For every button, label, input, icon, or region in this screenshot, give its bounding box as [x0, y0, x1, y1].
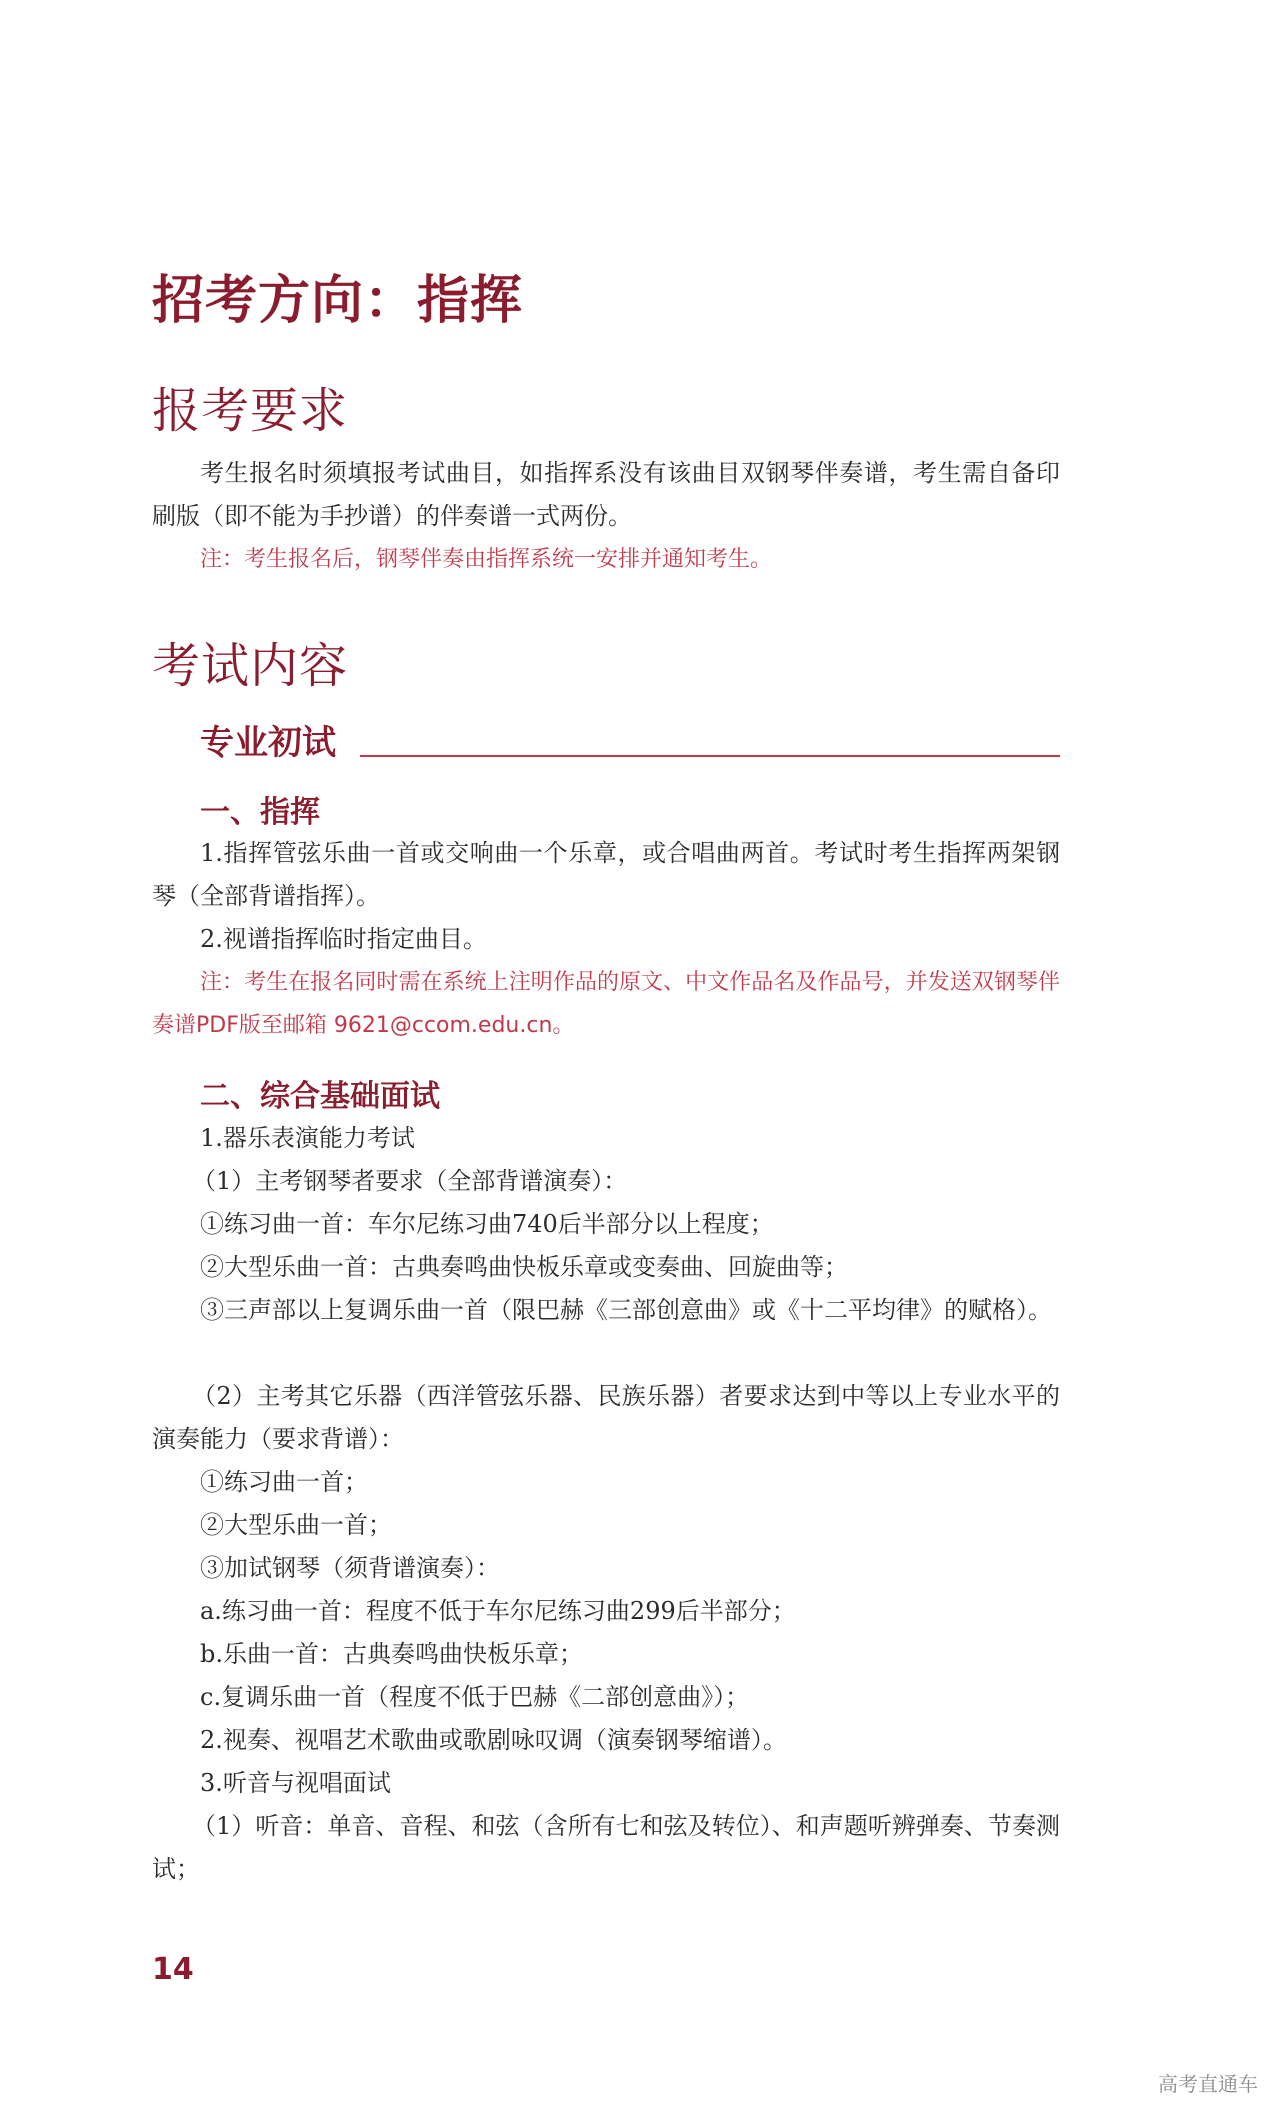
part2-line: （1）主考钢琴者要求（全部背谱演奏）：: [192, 1167, 628, 1195]
part2-line: ②大型乐曲一首：古典奏鸣曲快板乐章或变奏曲、回旋曲等；: [200, 1253, 848, 1281]
subsection-title: 专业初试: [200, 723, 336, 763]
subsection-divider: [360, 755, 1060, 757]
part2-line: b.乐曲一首：古典奏鸣曲快板乐章；: [200, 1640, 583, 1668]
part2-line: ①练习曲一首：车尔尼练习曲740后半部分以上程度；: [200, 1210, 774, 1238]
part2-title: 二、综合基础面试: [200, 1079, 440, 1114]
part1-item1: 1.指挥管弦乐曲一首或交响曲一个乐章，或合唱曲两首。考试时考生指挥两架钢琴（全部背谱指挥）。: [152, 839, 1060, 910]
part2-line: ①练习曲一首；: [200, 1468, 368, 1496]
direction-title: 招考方向：指挥: [152, 271, 524, 331]
requirements-note: 注：考生报名后，钢琴伴奏由指挥系统一安排并通知考生。: [200, 547, 773, 572]
content-heading: 考试内容: [152, 638, 349, 694]
subsection-preliminary: [200, 715, 1060, 765]
page-number: 14: [152, 1952, 194, 1987]
part2-line: a.练习曲一首：程度不低于车尔尼练习曲299后半部分；: [200, 1597, 796, 1625]
part2-other-instruments: （2）主考其它乐器（西洋管弦乐器、民族乐器）者要求达到中等以上专业水平的演奏能力（要求背谱）：: [152, 1382, 1060, 1453]
part2-line: c.复调乐曲一首（程度不低于巴赫《二部创意曲》）；: [200, 1683, 750, 1711]
part1-item2: 2.视谱指挥临时指定曲目。: [200, 925, 487, 953]
part2-line: 1.器乐表演能力考试: [200, 1124, 415, 1152]
part1-note: 注：考生在报名同时需在系统上注明作品的原文、中文作品名及作品号，并发送双钢琴伴奏谱PDF版至邮箱 9621@ccom.edu.cn。: [152, 970, 1060, 1038]
part2-line: 3.听音与视唱面试: [200, 1769, 391, 1797]
part2-polyphony: ③三声部以上复调乐曲一首（限巴赫《三部创意曲》或《十二平均律》的赋格）。: [200, 1296, 1052, 1324]
requirements-paragraph: 考生报名时须填报考试曲目，如指挥系没有该曲目双钢琴伴奏谱，考生需自备印刷版（即不能为手抄谱）的伴奏谱一式两份。: [152, 459, 1060, 530]
requirements-heading: 报考要求: [152, 383, 349, 439]
part1-title: 一、指挥: [200, 795, 320, 830]
part2-line: ③加试钢琴（须背谱演奏）：: [200, 1554, 500, 1582]
watermark-text: 高考直通车: [1158, 2072, 1258, 2096]
part2-line: ②大型乐曲一首；: [200, 1511, 392, 1539]
part2-line: 2.视奏、视唱艺术歌曲或歌剧咏叹调（演奏钢琴缩谱）。: [200, 1726, 787, 1754]
part2-listening: （1）听音：单音、音程、和弦（含所有七和弦及转位）、和声题听辨弹奏、节奏测试；: [152, 1812, 1060, 1883]
